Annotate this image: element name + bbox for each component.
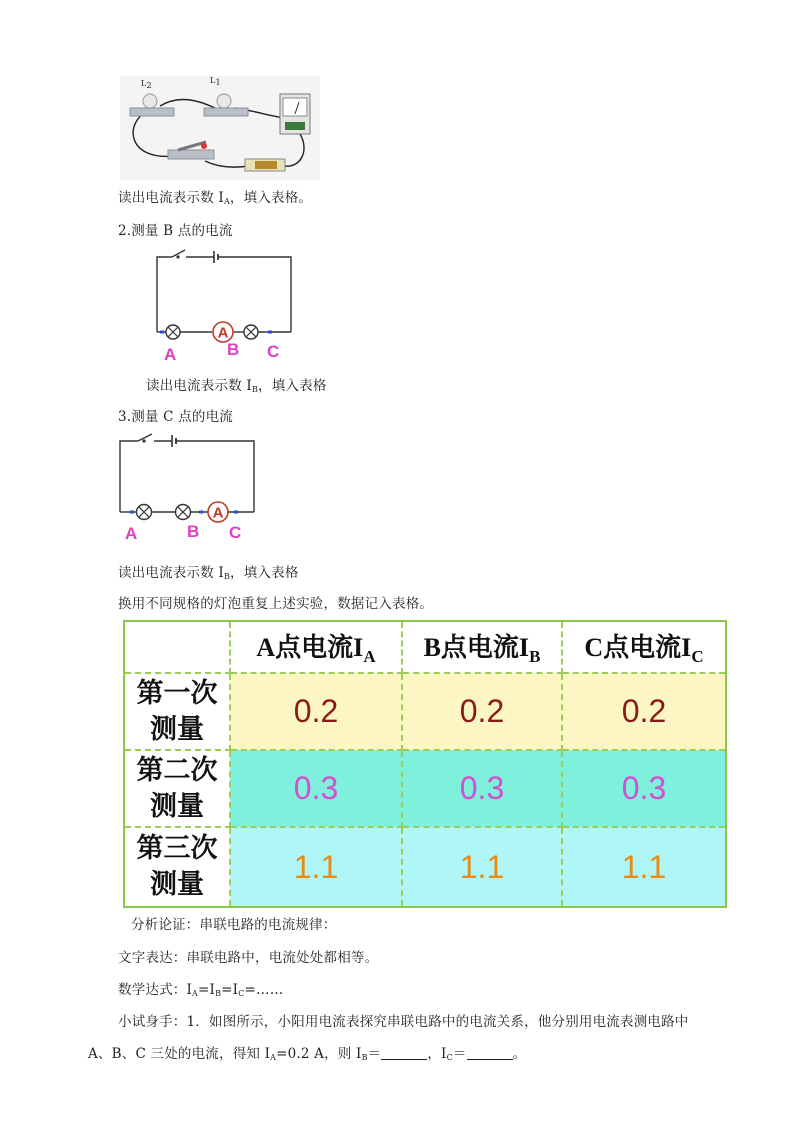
col-header-c: C点电流$I_C$ (562, 621, 726, 673)
cell-value: 0.3 (230, 750, 402, 827)
point-c-label: C (267, 342, 280, 361)
exercise-line2: A、B、C 三处的电流，得知 $I_A=0.2$ A，则 $I_B=$ ，$I_C=$ 。 (88, 1046, 527, 1062)
point-c-label: C (229, 523, 242, 542)
cell-value: 1.1 (230, 827, 402, 907)
cell-value: 0.2 (562, 673, 726, 750)
circuit-diagram-c (114, 430, 270, 546)
table-header-row (124, 621, 726, 673)
col-header-b: B点电流$I_B$ (402, 621, 562, 673)
table-row (124, 750, 726, 827)
lamp1-label: $L_1$ (210, 76, 221, 87)
point-b-label: B (227, 340, 240, 359)
step2-title: 2.测量 B 点的电流 (118, 223, 233, 239)
row-header-3: 第三次 测量 (124, 827, 230, 907)
table-row (124, 673, 726, 750)
cell-value: 0.3 (562, 750, 726, 827)
cell-value: 0.2 (230, 673, 402, 750)
current-data-table (123, 620, 727, 908)
circuit-photo (120, 76, 320, 180)
cell-value: 1.1 (562, 827, 726, 907)
table-row (124, 827, 726, 907)
ammeter-symbol: A (212, 504, 224, 522)
analysis-heading: 分析论证：串联电路的电流规律： (131, 917, 337, 933)
point-a-label: A (125, 524, 138, 543)
read-ic-line: 读出电流表示数 $I_B$，填入表格 (118, 565, 299, 581)
step3-title: 3.测量 C 点的电流 (118, 409, 233, 425)
cell-value: 0.2 (402, 673, 562, 750)
point-b-label: B (187, 522, 200, 541)
answer-blank-ic[interactable] (467, 1047, 513, 1060)
read-ia-line: 读出电流表示数 $I_A$，填入表格。 (118, 190, 313, 206)
cell-value: 1.1 (402, 827, 562, 907)
repeat-experiment-line: 换用不同规格的灯泡重复上述实验，数据记入表格。 (118, 596, 434, 612)
lamp2-label: $L_2$ (141, 79, 152, 90)
table-corner-cell (124, 621, 230, 673)
cell-value: 0.3 (402, 750, 562, 827)
circuit-diagram-b (150, 248, 300, 370)
ammeter-symbol: A (217, 324, 229, 342)
col-header-a: A点电流$I_A$ (230, 621, 402, 673)
math-expression: 数学达式：$I_A=I_B=I_C=\dots\dots$ (118, 982, 284, 998)
row-header-2: 第二次 测量 (124, 750, 230, 827)
row-header-1: 第一次 测量 (124, 673, 230, 750)
point-a-label: A (164, 345, 177, 364)
answer-blank-ib[interactable] (381, 1047, 427, 1060)
read-ib-line: 读出电流表示数 $I_B$，填入表格 (146, 378, 327, 394)
text-expression: 文字表达：串联电路中，电流处处都相等。 (118, 950, 379, 966)
exercise-line1: 小试身手：1．如图所示，小阳用电流表探究串联电路中的电流关系，他分别用电流表测电路中 (118, 1014, 689, 1030)
